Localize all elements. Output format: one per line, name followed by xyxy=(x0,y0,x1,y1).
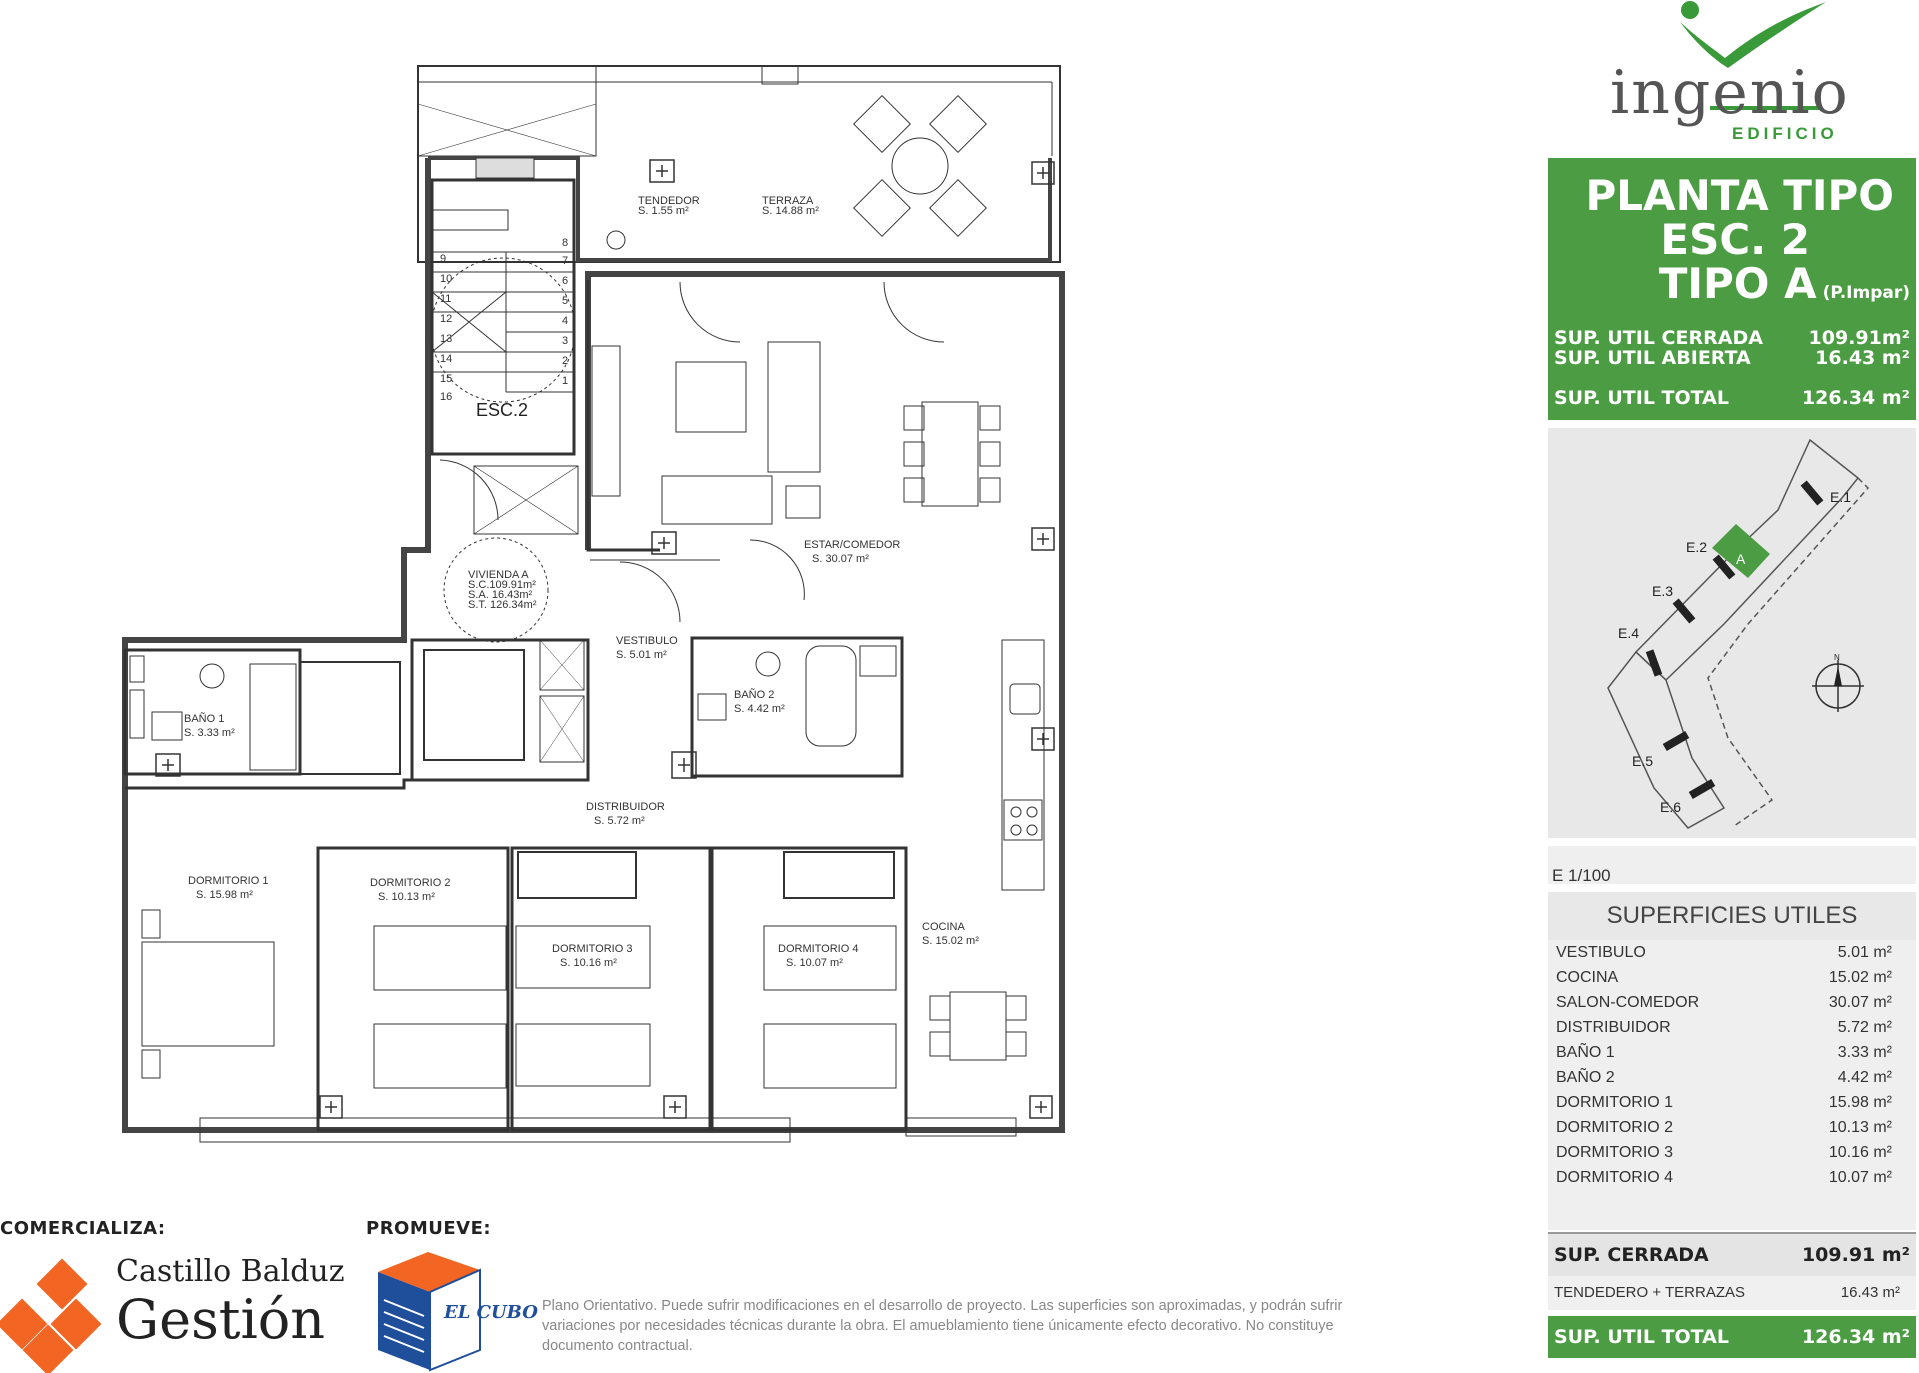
summary-row-cerrada xyxy=(1554,328,1910,348)
surface-label: DISTRIBUIDOR xyxy=(1556,1019,1671,1036)
surface-value: 5.72 m² xyxy=(1837,1019,1892,1036)
terraces-row xyxy=(1548,1276,1916,1310)
room-area-dormitorio1: S. 15.98 m² xyxy=(196,889,253,901)
closed-surface-label: SUP. CERRADA xyxy=(1554,1244,1709,1266)
comercializa-label: COMERCIALIZA: xyxy=(0,1218,166,1239)
vivienda-st: S.T. 126.34m² xyxy=(468,599,537,611)
surfaces-title: SUPERFICIES UTILES xyxy=(1606,902,1858,929)
vivienda-title: VIVIENDA A xyxy=(468,569,529,581)
stair-step-number: 10 xyxy=(440,273,453,285)
surface-value: 15.02 m² xyxy=(1828,969,1892,986)
stair-step-number: 12 xyxy=(440,313,453,325)
disclaimer-text: Plano Orientativo. Puede sufrir modificaciones en el desarrollo de proyecto. Las superficies son aproximadas, y podrán sufrir variaciones por necesidades técnicas durante la obra. El amueblamiento tiene únicamente efecto decorativo. No constituye documento contractual. xyxy=(542,1298,1343,1354)
promueve-label: PROMUEVE: xyxy=(366,1218,492,1239)
summary-label: SUP. UTIL CERRADA xyxy=(1554,327,1763,349)
room-label-cocina: COCINA xyxy=(922,921,965,933)
surface-row xyxy=(1556,1119,1892,1137)
summary-value: 126.34 m² xyxy=(1801,387,1910,409)
surface-row xyxy=(1556,1069,1892,1087)
stair-step-number: 6 xyxy=(562,275,569,287)
stair-step-number: 14 xyxy=(440,353,453,365)
north-label: N xyxy=(1834,653,1840,662)
stair-step-number: 3 xyxy=(562,335,569,347)
castillo-balduz-logo-icon xyxy=(0,1259,101,1373)
surface-label: DORMITORIO 1 xyxy=(1556,1094,1674,1111)
surface-label: VESTIBULO xyxy=(1556,944,1646,961)
stair-step-number: 11 xyxy=(440,293,452,305)
room-label-dormitorio1: DORMITORIO 1 xyxy=(188,875,269,887)
stair-step-number: 8 xyxy=(562,237,569,249)
surface-row xyxy=(1556,1044,1892,1062)
stair-step-number: 2 xyxy=(562,355,569,367)
room-label-dormitorio4: DORMITORIO 4 xyxy=(778,943,859,955)
surface-row xyxy=(1556,1144,1892,1162)
room-area-dormitorio3: S. 10.16 m² xyxy=(560,957,617,969)
terraces-value: 16.43 m² xyxy=(1840,1284,1900,1301)
summary-label: SUP. UTIL TOTAL xyxy=(1554,387,1729,409)
brand-name: ingenio xyxy=(1610,58,1850,128)
locator-unit-label: A xyxy=(1736,551,1746,567)
plan-title-type: TIPO A xyxy=(1658,259,1817,308)
stair-step-number: 13 xyxy=(440,333,453,345)
surface-label: BAÑO 1 xyxy=(1556,1044,1615,1061)
room-label-terraza: TERRAZA xyxy=(762,195,814,207)
room-area-bano1: S. 3.33 m² xyxy=(184,727,235,739)
surface-row xyxy=(1556,1094,1892,1112)
company-subtitle: Gestión xyxy=(116,1288,326,1351)
stair-label: ESC.2 xyxy=(476,400,529,420)
summary-value: 109.91m² xyxy=(1808,327,1910,349)
locator-label-e1: E.1 xyxy=(1830,489,1852,505)
surface-value: 4.42 m² xyxy=(1837,1069,1892,1086)
surface-value: 10.13 m² xyxy=(1828,1119,1892,1136)
surface-label: BAÑO 2 xyxy=(1556,1069,1615,1086)
outer-walls xyxy=(125,158,1062,1130)
room-area-tendedor: S. 1.55 m² xyxy=(638,205,689,217)
room-area-estar-comedor: S. 30.07 m² xyxy=(812,553,869,565)
surface-label: DORMITORIO 4 xyxy=(1556,1169,1674,1186)
plan-title-line3 xyxy=(1658,259,1910,315)
total-surface-bar xyxy=(1548,1316,1916,1358)
surface-label: DORMITORIO 3 xyxy=(1556,1144,1674,1161)
brand-subtitle: EDIFICIO xyxy=(1732,124,1838,143)
surface-label: COCINA xyxy=(1556,969,1619,986)
surface-value: 30.07 m² xyxy=(1828,994,1892,1011)
room-area-distribuidor: S. 5.72 m² xyxy=(594,815,645,827)
plan-title-line2: ESC. 2 xyxy=(1660,215,1810,264)
el-cubo-text: EL CUBO xyxy=(444,1302,538,1323)
terrace-left-box xyxy=(418,66,596,156)
vivienda-sc: S.C.109.91m² xyxy=(468,579,536,591)
room-label-bano2: BAÑO 2 xyxy=(734,689,775,701)
surfaces-list xyxy=(1548,940,1916,1230)
total-surface-value: 126.34 m² xyxy=(1801,1326,1910,1348)
room-label-tendedor: TENDEDOR xyxy=(638,195,700,207)
surface-value: 3.33 m² xyxy=(1837,1044,1892,1061)
stair-step-number: 4 xyxy=(562,315,569,327)
stair-step-number: 7 xyxy=(562,255,569,267)
terraces-label: TENDEDERO + TERRAZAS xyxy=(1554,1284,1746,1301)
surface-row xyxy=(1556,994,1892,1012)
bedroom3-walls xyxy=(512,848,710,1130)
room-area-bano2: S. 4.42 m² xyxy=(734,703,785,715)
site-locator-map xyxy=(1548,428,1916,838)
plan-title-note: (P.Impar) xyxy=(1822,283,1910,303)
room-label-estar-comedor: ESTAR/COMEDOR xyxy=(804,539,901,551)
surface-value: 5.01 m² xyxy=(1837,944,1892,961)
surface-row xyxy=(1556,1019,1892,1037)
closed-surface-row xyxy=(1548,1232,1916,1277)
stair-step-number: 15 xyxy=(440,373,453,385)
summary-row-abierta xyxy=(1554,348,1910,368)
summary-value: 16.43 m² xyxy=(1815,347,1910,369)
room-area-dormitorio2: S. 10.13 m² xyxy=(378,891,435,903)
room-area-cocina: S. 15.02 m² xyxy=(922,935,979,947)
locator-label-e6: E.6 xyxy=(1660,799,1682,815)
room-label-dormitorio2: DORMITORIO 2 xyxy=(370,877,451,889)
plan-title-box xyxy=(1548,158,1916,420)
scale-text: E 1/100 xyxy=(1552,866,1611,885)
room-label-bano1: BAÑO 1 xyxy=(184,713,225,725)
locator-label-e2: E.2 xyxy=(1686,539,1708,555)
surface-row xyxy=(1556,944,1892,962)
room-area-dormitorio4: S. 10.07 m² xyxy=(786,957,843,969)
surfaces-header xyxy=(1548,892,1916,940)
surface-row xyxy=(1556,1169,1892,1187)
surface-value: 10.16 m² xyxy=(1828,1144,1892,1161)
stair-step-number: 1 xyxy=(562,375,569,387)
vivienda-sa: S.A. 16.43m² xyxy=(468,589,533,601)
room-label-distribuidor: DISTRIBUIDOR xyxy=(586,801,665,813)
surface-label: SALON-COMEDOR xyxy=(1556,994,1700,1011)
room-label-vestibulo: VESTIBULO xyxy=(616,635,678,647)
surface-value: 10.07 m² xyxy=(1828,1169,1892,1186)
room-label-dormitorio3: DORMITORIO 3 xyxy=(552,943,633,955)
plan-title-line1: PLANTA TIPO xyxy=(1585,171,1894,220)
stair-step-number: 16 xyxy=(440,391,453,403)
locator-label-e5: E.5 xyxy=(1632,753,1654,769)
north-arrow-icon xyxy=(1812,653,1864,712)
room-area-vestibulo: S. 5.01 m² xyxy=(616,649,667,661)
stair-step-number: 5 xyxy=(562,295,569,307)
bath1-walls xyxy=(125,650,300,774)
scale-row xyxy=(1548,846,1916,884)
surface-value: 15.98 m² xyxy=(1828,1094,1892,1111)
locator-label-e3: E.3 xyxy=(1652,583,1674,599)
closed-surface-value: 109.91 m² xyxy=(1801,1244,1910,1266)
summary-row-total xyxy=(1554,388,1910,408)
bath2-walls xyxy=(692,638,902,776)
stair-step-number: 9 xyxy=(440,253,447,265)
summary-label: SUP. UTIL ABIERTA xyxy=(1554,347,1751,369)
company-name: Castillo Balduz xyxy=(116,1254,345,1289)
room-area-terraza: S. 14.88 m² xyxy=(762,205,819,217)
surface-row xyxy=(1556,969,1892,987)
total-surface-label: SUP. UTIL TOTAL xyxy=(1554,1326,1729,1348)
surface-label: DORMITORIO 2 xyxy=(1556,1119,1674,1136)
locator-label-e4: E.4 xyxy=(1618,625,1640,641)
